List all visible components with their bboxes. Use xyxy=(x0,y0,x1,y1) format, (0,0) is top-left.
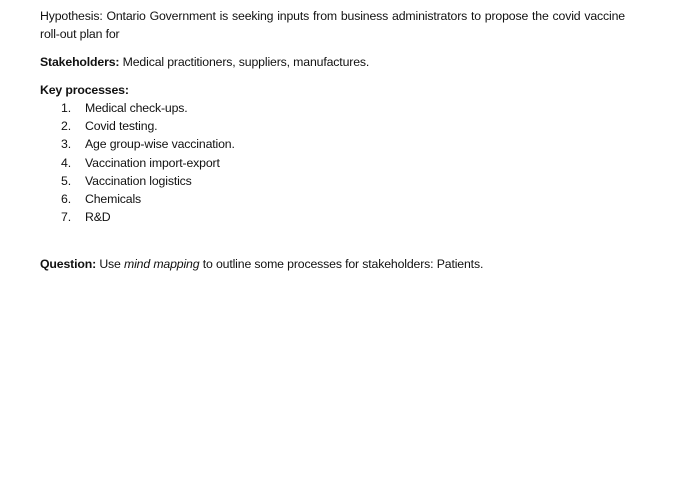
list-number: 5. xyxy=(61,173,71,188)
list-text: Medical check-ups. xyxy=(85,101,188,115)
list-text: Covid testing. xyxy=(85,119,158,134)
stakeholders-label: Stakeholders: xyxy=(40,55,120,69)
key-processes-heading xyxy=(40,81,625,99)
list-number: 3. xyxy=(61,137,71,152)
list-item xyxy=(40,99,625,117)
list-text: Vaccination logistics xyxy=(85,173,192,188)
stakeholders-text: Medical practitioners, suppliers, manufactures. xyxy=(119,55,370,69)
question-text-post: to outline some processes for stakeholders: Patients. xyxy=(199,257,484,272)
list-text: Chemicals xyxy=(85,192,142,207)
question-line xyxy=(40,255,625,273)
key-processes-label: Key processes: xyxy=(40,83,129,97)
list-number: 6. xyxy=(61,192,71,207)
stakeholders-line xyxy=(40,53,625,71)
list-number: 2. xyxy=(61,119,71,134)
list-item xyxy=(40,117,625,135)
list-number: 4. xyxy=(61,155,71,170)
list-number: 7. xyxy=(61,210,71,225)
list-number: 1. xyxy=(61,101,71,115)
question-label: Question: xyxy=(40,257,97,272)
list-item xyxy=(40,154,625,172)
key-processes-list xyxy=(40,99,625,226)
question-text-pre: Use xyxy=(96,257,124,272)
question-emphasis: mind mapping xyxy=(124,257,200,272)
list-item xyxy=(40,135,625,153)
list-text: Vaccination import-export xyxy=(85,155,220,170)
list-text: R&D xyxy=(85,210,111,225)
list-text: Age group-wise vaccination. xyxy=(85,137,235,152)
list-item xyxy=(40,190,625,208)
hypothesis-text: Hypothesis: Ontario Government is seeking inputs from business administrators to propose the covid vaccine roll-out plan for xyxy=(40,9,625,41)
document xyxy=(40,7,625,273)
list-item xyxy=(40,172,625,190)
list-item xyxy=(40,208,625,226)
